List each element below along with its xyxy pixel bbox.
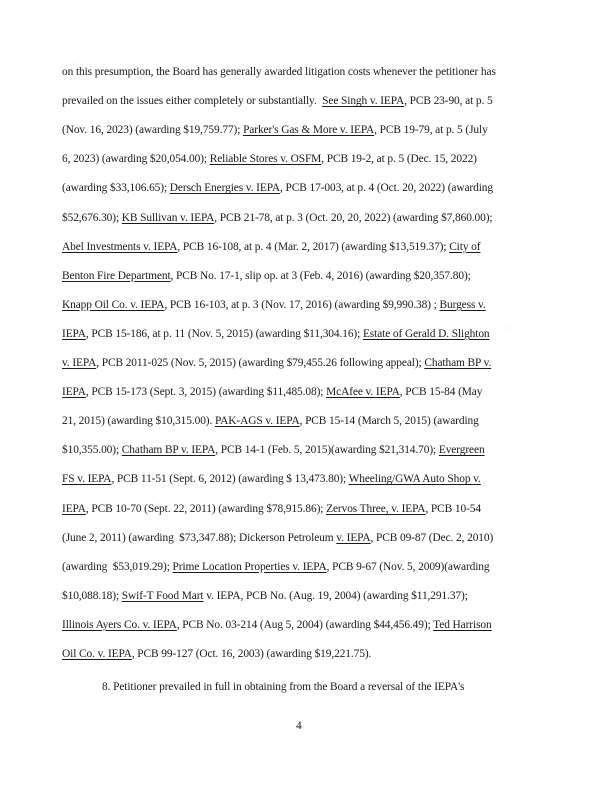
line-text: , PCB 10-54 <box>425 502 481 515</box>
case-citation: Chatham BP v. IEPA <box>121 444 216 457</box>
line-text: (Nov. 16, 2023) (awarding $19,759.77); <box>62 124 244 137</box>
line-text: , PCB 23-90, at p. 5 <box>404 95 493 108</box>
case-citation: Reliable Stores v. OSFM <box>209 153 322 166</box>
line-text: (awarding $33,106.65); <box>62 182 170 195</box>
case-citation: City of <box>449 240 481 253</box>
case-citation: Oil Co. v. IEPA <box>62 648 132 660</box>
case-citation: KB Sullivan v. IEPA <box>121 211 215 224</box>
case-citation: Benton Fire Department <box>62 269 171 282</box>
text-line <box>62 647 550 661</box>
line-text: $52,676.30); <box>62 211 122 224</box>
case-citation: Burgess v. <box>439 298 486 311</box>
line-text: 21, 2015) (awarding $10,315.00). <box>62 415 215 428</box>
text-line <box>62 123 550 137</box>
case-citation: Zervos Three, v. IEPA <box>326 502 426 515</box>
case-citation: See Singh v. IEPA <box>322 95 405 108</box>
case-citation: Prime Location Properties v. IEPA <box>172 560 327 573</box>
line-text: , PCB 15-14 (March 5, 2015) (awarding <box>299 415 479 428</box>
line-text: $10,088.18); <box>62 589 122 602</box>
case-citation: Knapp Oil Co. v. IEPA <box>62 298 165 311</box>
text-line <box>62 502 550 516</box>
case-citation: Estate of Gerald D. Slighton <box>362 327 490 340</box>
page-number: 4 <box>296 720 302 732</box>
line-text: , PCB No. 03-214 (Aug 5, 2004) (awarding $44,456.49); <box>176 618 434 631</box>
case-citation: Wheeling/GWA Auto Shop v. <box>348 473 481 486</box>
line-text: , PCB 16-108, at p. 4 (Mar. 2, 2017) (awarding $13,519.37); <box>177 240 450 253</box>
case-citation: FS v. IEPA <box>62 473 112 486</box>
line-text: (awarding $53,019.29); <box>62 560 173 573</box>
line-text: 6, 2023) (awarding $20,054.00); <box>62 153 210 166</box>
text-line <box>62 443 550 457</box>
line-text: , PCB 16-103, at p. 3 (Nov. 17, 2016) (awarding $9,990.38) ; <box>164 298 440 311</box>
line-text: , PCB 19-2, at p. 5 (Dec. 15, 2022) <box>321 153 477 166</box>
line-text: prevailed on the issues either completely or substantially. <box>62 95 323 108</box>
text-line <box>62 94 550 108</box>
text-line <box>62 560 550 574</box>
case-citation: Chatham BP v. <box>424 357 492 369</box>
line-text: on this presumption, the Board has generally awarded litigation costs whenever the petitioner has <box>62 66 496 78</box>
line-text: , PCB 15-173 (Sept. 3, 2015) (awarding $11,485.08); <box>85 386 327 399</box>
text-line <box>62 181 550 195</box>
line-text: , PCB 17-003, at p. 4 (Oct. 20, 2022) (awarding <box>280 182 493 195</box>
line-text: $10,355.00); <box>62 444 122 457</box>
case-citation: Evergreen <box>438 444 485 457</box>
case-citation: PAK-AGS v. IEPA <box>214 415 300 428</box>
paragraph-8: 8. Petitioner prevailed in full in obtaining from the Board a reversal of the IEPA's <box>102 681 465 693</box>
case-citation: IEPA <box>62 327 86 340</box>
text-line <box>62 152 550 166</box>
case-citation: Swif-T Food Mart <box>121 589 204 602</box>
line-text: , PCB 21-78, at p. 3 (Oct. 20, 20, 2022) (awarding $7,860.00); <box>214 211 493 224</box>
text-line <box>62 356 550 370</box>
line-text: , PCB 09-87 (Dec. 2, 2010) <box>370 531 494 544</box>
case-citation: Illinois Ayers Co. v. IEPA <box>62 618 177 631</box>
line-text: , PCB 19-79, at p. 5 (July <box>374 124 488 137</box>
case-citation: Abel Investments v. IEPA <box>62 240 178 253</box>
text-line <box>62 211 550 225</box>
text-line <box>62 414 550 428</box>
line-text: , PCB 9-67 (Nov. 5, 2009)(awarding <box>326 560 490 573</box>
line-text: , PCB 2011-025 (Nov. 5, 2015) (awarding $79,455.26 following appeal); <box>96 357 425 369</box>
text-line <box>62 298 550 312</box>
text-line <box>62 327 550 341</box>
case-citation: v. IEPA <box>62 357 97 369</box>
case-citation: Parker's Gas & More v. IEPA <box>243 124 375 137</box>
line-text: (June 2, 2011) (awarding $73,347.88); Dickerson Petroleum <box>62 531 337 544</box>
line-text: , PCB 11-51 (Sept. 6, 2012) (awarding $ 13,473.80); <box>111 473 349 486</box>
line-text: , PCB No. 17-1, slip op. at 3 (Feb. 4, 2016) (awarding $20,357.80); <box>170 269 471 282</box>
line-text: , PCB 15-84 (May <box>399 386 483 399</box>
case-citation: Ted Harrison <box>433 618 492 631</box>
text-line <box>62 531 550 545</box>
line-text: , PCB 99-127 (Oct. 16, 2003) (awarding $19,221.75). <box>131 648 372 660</box>
text-line <box>62 618 550 632</box>
case-citation: v. IEPA <box>336 531 371 544</box>
text-line <box>62 472 550 486</box>
text-line <box>62 589 550 603</box>
text-line <box>62 240 550 254</box>
line-text: , PCB 15-186, at p. 11 (Nov. 5, 2015) (awarding $11,304.16); <box>85 327 363 340</box>
case-citation: Dersch Energies v. IEPA <box>169 182 281 195</box>
text-line <box>62 385 550 399</box>
text-line <box>62 269 550 283</box>
line-text: , PCB 14-1 (Feb. 5, 2015)(awarding $21,314.70); <box>215 444 439 457</box>
line-text: , PCB 10-70 (Sept. 22, 2011) (awarding $78,915.86); <box>85 502 327 515</box>
case-citation: IEPA <box>62 386 86 399</box>
case-citation: McAfee v. IEPA <box>326 386 400 399</box>
text-line <box>62 65 550 79</box>
line-text: v. IEPA, PCB No. (Aug. 19, 2004) (awarding $11,291.37); <box>203 589 468 602</box>
case-citation: IEPA <box>62 502 86 515</box>
